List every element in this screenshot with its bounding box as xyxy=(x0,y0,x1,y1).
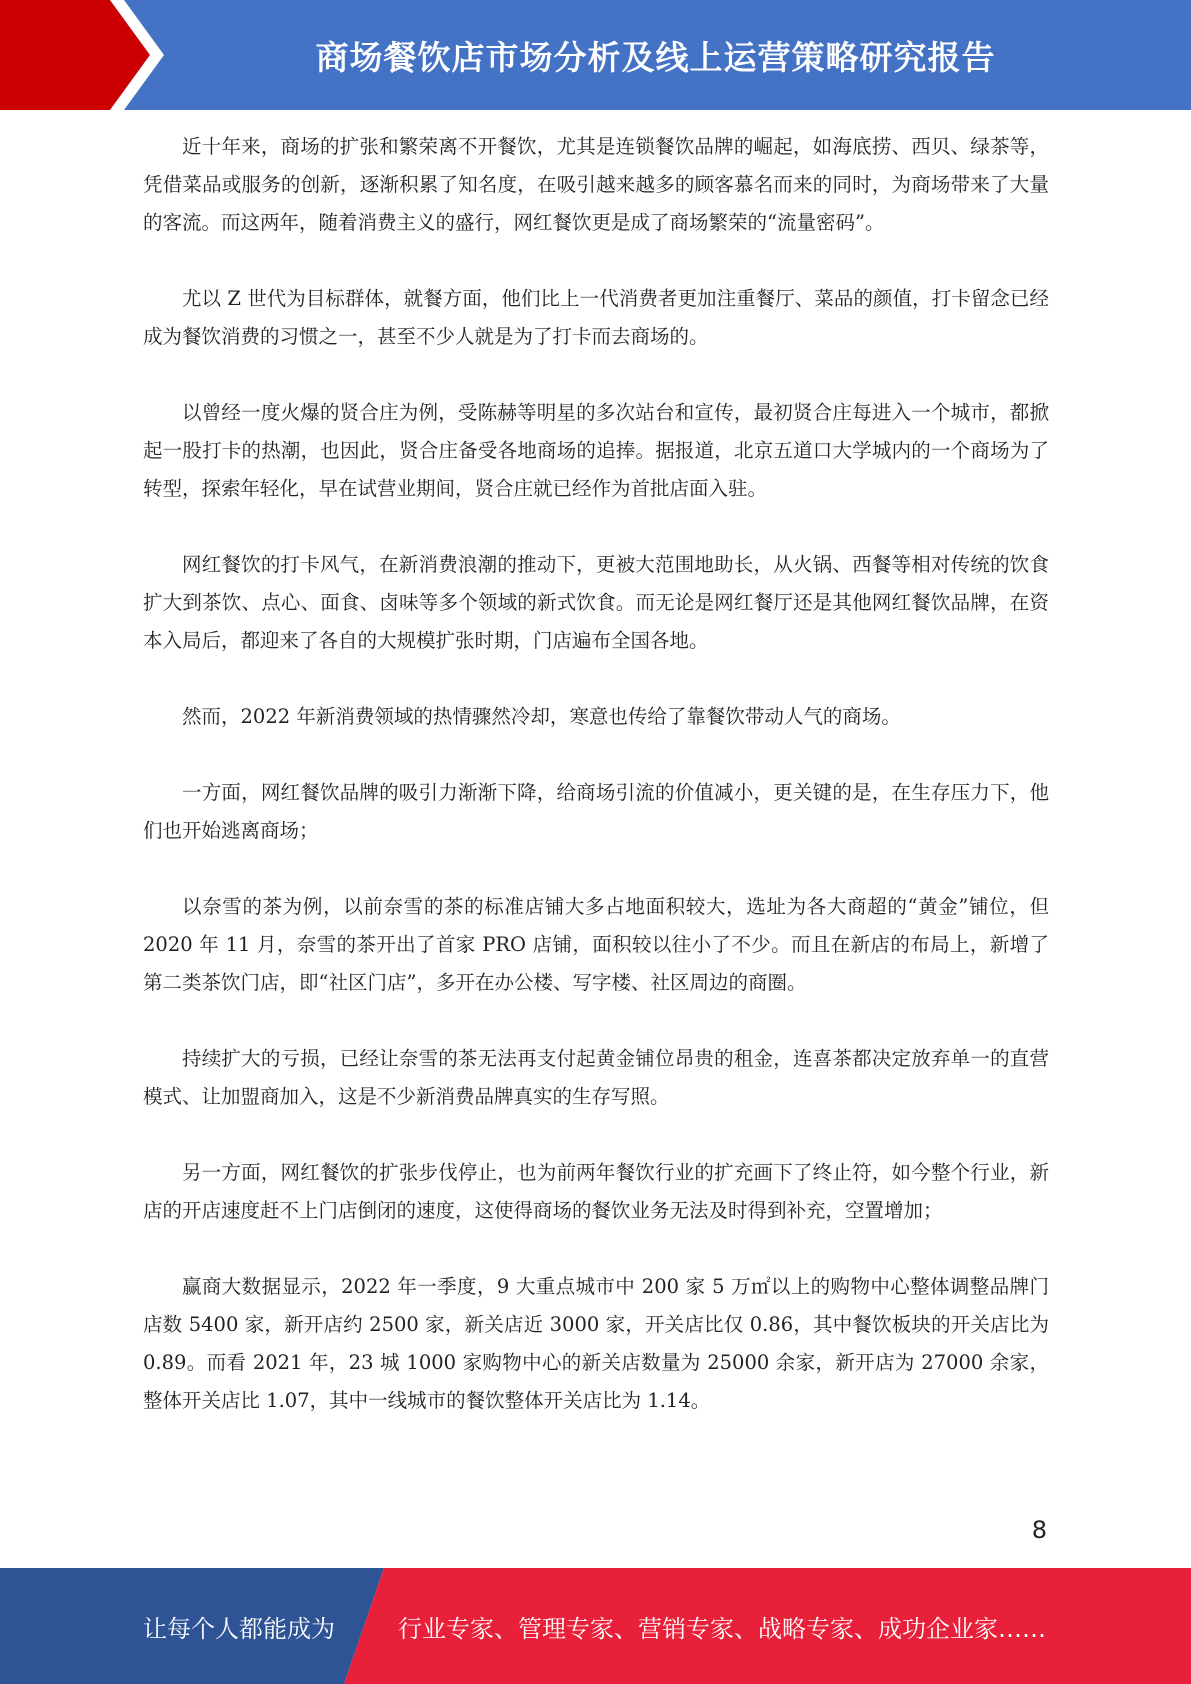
paragraph: 另一方面，网红餐饮的扩张步伐停止，也为前两年餐饮行业的扩充画下了终止符，如今整个行业，新店的开店速度赶不上门店倒闭的速度，这使得商场的餐饮业务无法及时得到补充，空置增加； xyxy=(143,1161,1049,1222)
document-title: 商场餐饮店市场分析及线上运营策略研究报告 xyxy=(315,37,996,77)
body-text xyxy=(143,128,1049,1458)
paragraph: 近十年来，商场的扩张和繁荣离不开餐饮，尤其是连锁餐饮品牌的崛起，如海底捞、西贝、绿茶等，凭借菜品或服务的创新，逐渐积累了知名度，在吸引越来越多的顾客慕名而来的同时，为商场带来了大量的客流。而这两年，随着消费主义的盛行，网红餐饮更是成了商场繁荣的“流量密码”。 xyxy=(143,135,1049,234)
paragraph: 赢商大数据显示，2022 年一季度，9 大重点城市中 200 家 5 万㎡以上的购物中心整体调整品牌门店数 5400 家，新开店约 2500 家，新关店近 3000 家，开关店比仅 0.86，其中餐饮板块的开关店比为 0.89。而看 2021 年，23 城 1000 家购物中心的新关店数量为 25000 余家，新开店为 27000 余家，整体开关店比 1.07，其中一线城市的餐饮整体开关店比为 1.14。 xyxy=(143,1275,1049,1412)
paragraph: 以奈雪的茶为例，以前奈雪的茶的标准店铺大多占地面积较大，选址为各大商超的“黄金”铺位，但 2020 年 11 月，奈雪的茶开出了首家 PRO 店铺，面积较以往小了不少。而且在新店的布局上，新增了第二类茶饮门店，即“社区门店”，多开在办公楼、写字楼、社区周边的商圈。 xyxy=(143,895,1049,994)
page-footer xyxy=(0,1568,1191,1684)
paragraph: 持续扩大的亏损，已经让奈雪的茶无法再支付起黄金铺位昂贵的租金，连喜茶都决定放弃单一的直营模式、让加盟商加入，这是不少新消费品牌真实的生存写照。 xyxy=(143,1047,1049,1108)
paragraph: 网红餐饮的打卡风气，在新消费浪潮的推动下，更被大范围地助长，从火锅、西餐等相对传统的饮食扩大到茶饮、点心、面食、卤味等多个领域的新式饮食。而无论是网红餐厅还是其他网红餐饮品牌，在资本入局后，都迎来了各自的大规模扩张时期，门店遍布全国各地。 xyxy=(143,553,1049,652)
footer-slogan-left: 让每个人都能成为 xyxy=(143,1614,335,1643)
paragraph: 以曾经一度火爆的贤合庄为例，受陈赫等明星的多次站台和宣传，最初贤合庄每进入一个城市，都掀起一股打卡的热潮，也因此，贤合庄备受各地商场的追捧。据报道，北京五道口大学城内的一个商场为了转型，探索年轻化，早在试营业期间，贤合庄就已经作为首批店面入驻。 xyxy=(143,401,1049,500)
paragraph: 然而，2022 年新消费领域的热情骤然冷却，寒意也传给了靠餐饮带动人气的商场。 xyxy=(182,705,901,728)
page-header xyxy=(0,0,1191,110)
footer-slogan-right: 行业专家、管理专家、营销专家、战略专家、成功企业家…… xyxy=(398,1614,1046,1643)
page-number: 8 xyxy=(1031,1516,1047,1544)
paragraph: 尤以 Z 世代为目标群体，就餐方面，他们比上一代消费者更加注重餐厅、菜品的颜值，打卡留念已经成为餐饮消费的习惯之一，甚至不少人就是为了打卡而去商场的。 xyxy=(143,287,1049,348)
paragraph: 一方面，网红餐饮品牌的吸引力渐渐下降，给商场引流的价值减小，更关键的是，在生存压力下，他们也开始逃离商场； xyxy=(143,781,1049,842)
